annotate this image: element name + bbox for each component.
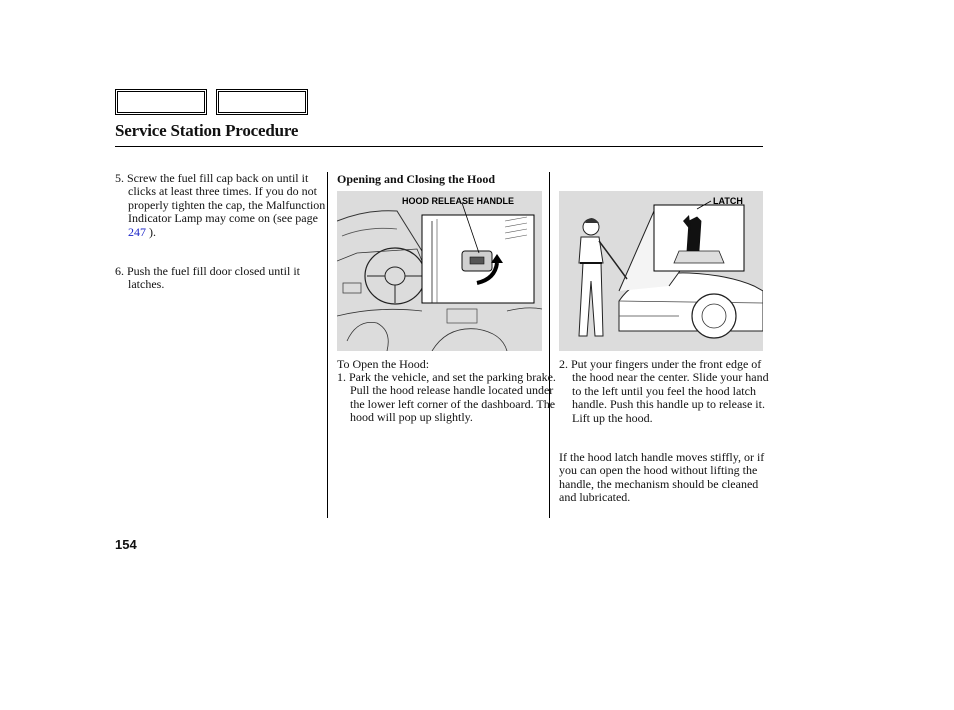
hood-latch-figure: [559, 191, 763, 351]
step-6: [115, 265, 328, 292]
nav-tab-1[interactable]: [115, 89, 207, 115]
step-6-number: 6.: [115, 264, 124, 278]
hood-release-handle-label: HOOD RELEASE HANDLE: [402, 196, 515, 206]
step-6-text: Push the fuel fill door closed until it latches.: [127, 264, 300, 292]
title-rule: [115, 146, 763, 147]
hood-release-figure: [337, 191, 542, 351]
step-5-text-end: ).: [149, 224, 156, 239]
to-open-intro: To Open the Hood:: [337, 357, 430, 371]
column-divider-right: [549, 172, 550, 518]
step-5-text: Screw the fuel fill cap back on until it clicks at least three times. If you do not properly tighten the cap, the Malfunction Indicator Lamp may come on (see page: [127, 171, 326, 226]
latch-label: LATCH: [713, 196, 743, 206]
page-number: 154: [115, 537, 137, 552]
page-title: Service Station Procedure: [115, 121, 299, 140]
step-5-number: 5.: [115, 171, 124, 185]
hood-latch-illustration: [559, 191, 763, 351]
step-5: [115, 172, 328, 239]
lubrication-note: If the hood latch handle moves stiffly, or if you can open the hood without lifting the handle, the mechanism should be cleaned and lubricated.: [559, 450, 765, 505]
step-2: [559, 358, 777, 425]
step-2-text: Put your fingers under the front edge of the hood near the center. Slide your hand to the left until you feel the hood latch handle. Push this handle up to release it. Lift up the hood.: [571, 357, 769, 425]
step-2-number: 2.: [559, 357, 568, 371]
dashboard-illustration: [337, 191, 542, 351]
nav-tab-2[interactable]: [216, 89, 308, 115]
page-247-link[interactable]: 247: [128, 224, 146, 239]
step-1-text: Park the vehicle, and set the parking brake. Pull the hood release handle located under the lower left corner of the dashboard. The hood will pop up slightly.: [349, 370, 556, 425]
section-heading: Opening and Closing the Hood: [337, 172, 496, 186]
step-1: [337, 371, 558, 425]
step-1-number: 1.: [337, 370, 346, 384]
